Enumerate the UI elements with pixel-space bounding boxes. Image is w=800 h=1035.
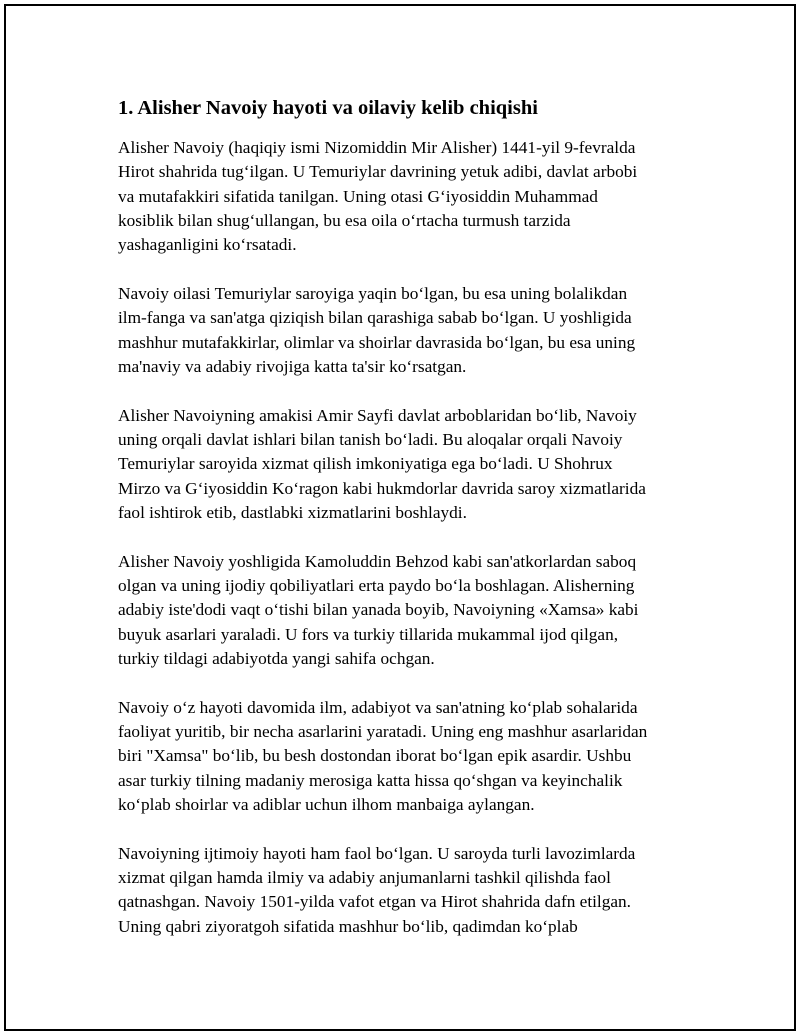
paragraph-2 <box>118 282 708 379</box>
paragraph-line: ko‘plab shoirlar va adiblar uchun ilhom manbaiga aylangan. <box>118 794 535 814</box>
paragraph-line: uning orqali davlat ishlari bilan tanish bo‘ladi. Bu aloqalar orqali Navoiy <box>118 429 623 449</box>
paragraph-line: mashhur mutafakkirlar, olimlar va shoirlar davrasida bo‘lgan, bu esa uning <box>118 332 636 352</box>
paragraph-line: xizmat qilgan hamda ilmiy va adabiy anjumanlarni tashkil qilishda faol <box>118 867 611 887</box>
paragraph-line: buyuk asarlari yaraladi. U fors va turkiy tillarida mukammal ijod qilgan, <box>118 624 619 644</box>
paragraph-line: Uning qabri ziyoratgoh sifatida mashhur bo‘lib, qadimdan ko‘plab <box>118 916 578 936</box>
paragraph-line: kosiblik bilan shug‘ullangan, bu esa oila o‘rtacha turmush tarzida <box>118 210 571 230</box>
paragraph-line: Alisher Navoiyning amakisi Amir Sayfi davlat arboblaridan bo‘lib, Navoiy <box>118 405 637 425</box>
paragraph-line: Navoiy oilasi Temuriylar saroyiga yaqin bo‘lgan, bu esa uning bolalikdan <box>118 283 628 303</box>
paragraph-line: faoliyat yuritib, bir necha asarlarini yaratadi. Uning eng mashhur asarlaridan <box>118 721 648 741</box>
paragraph-line: ilm-fanga va san'atga qiziqish bilan qarashiga sabab bo‘lgan. U yoshligida <box>118 308 632 328</box>
paragraph-line: asar turkiy tilning madaniy merosiga katta hissa qo‘shgan va keyinchalik <box>118 770 623 790</box>
paragraph-line: faol ishtirok etib, dastlabki xizmatlarini boshlaydi. <box>118 502 467 522</box>
paragraph-line: Navoiy o‘z hayoti davomida ilm, adabiyot va san'atning ko‘plab sohalarida <box>118 697 638 717</box>
page-content <box>118 94 708 963</box>
paragraph-line: qatnashgan. Navoiy 1501-yilda vafot etgan va Hirot shahrida dafn etilgan. <box>118 892 632 912</box>
paragraph-5 <box>118 696 708 817</box>
paragraph-line: Alisher Navoiy (haqiqiy ismi Nizomiddin Mir Alisher) 1441-yil 9-fevralda <box>118 138 636 157</box>
paragraph-line: Alisher Navoiy yoshligida Kamoluddin Behzod kabi san'atkorlardan saboq <box>118 551 637 571</box>
paragraph-line: turkiy tildagi adabiyotda yangi sahifa ochgan. <box>118 648 435 668</box>
paragraph-4 <box>118 550 708 671</box>
paragraph-line: yashaganligini ko‘rsatadi. <box>118 235 297 255</box>
paragraph-6 <box>118 842 708 939</box>
paragraph-line: biri "Xamsa" bo‘lib, bu besh dostondan iborat bo‘lgan epik asardir. Ushbu <box>118 746 632 766</box>
paragraph-line: Temuriylar saroyida xizmat qilish imkoniyatiga ega bo‘ladi. U Shohrux <box>118 454 613 474</box>
document-title: 1. Alisher Navoiy hayoti va oilaviy kelib chiqishi <box>118 97 538 119</box>
paragraph-line: ma'naviy va adabiy rivojiga katta ta'sir ko‘rsatgan. <box>118 356 467 376</box>
paragraph-line: Navoiyning ijtimoiy hayoti ham faol bo‘lgan. U saroyda turli lavozimlarda <box>118 843 636 863</box>
paragraph-3 <box>118 404 708 525</box>
paragraph-line: adabiy iste'dodi vaqt o‘tishi bilan yanada boyib, Navoiyning «Xamsa» kabi <box>118 600 639 620</box>
paragraph-line: Hirot shahrida tug‘ilgan. U Temuriylar davrining yetuk adibi, davlat arbobi <box>118 162 638 182</box>
paragraph-line: va mutafakkiri sifatida tanilgan. Uning otasi G‘iyosiddin Muhammad <box>118 186 598 206</box>
paragraph-1 <box>118 136 708 257</box>
paragraph-line: olgan va uning ijodiy qobiliyatlari erta paydo bo‘la boshlagan. Alisherning <box>118 575 635 595</box>
paragraph-line: Mirzo va G‘iyosiddin Ko‘ragon kabi hukmdorlar davrida saroy xizmatlarida <box>118 478 646 498</box>
